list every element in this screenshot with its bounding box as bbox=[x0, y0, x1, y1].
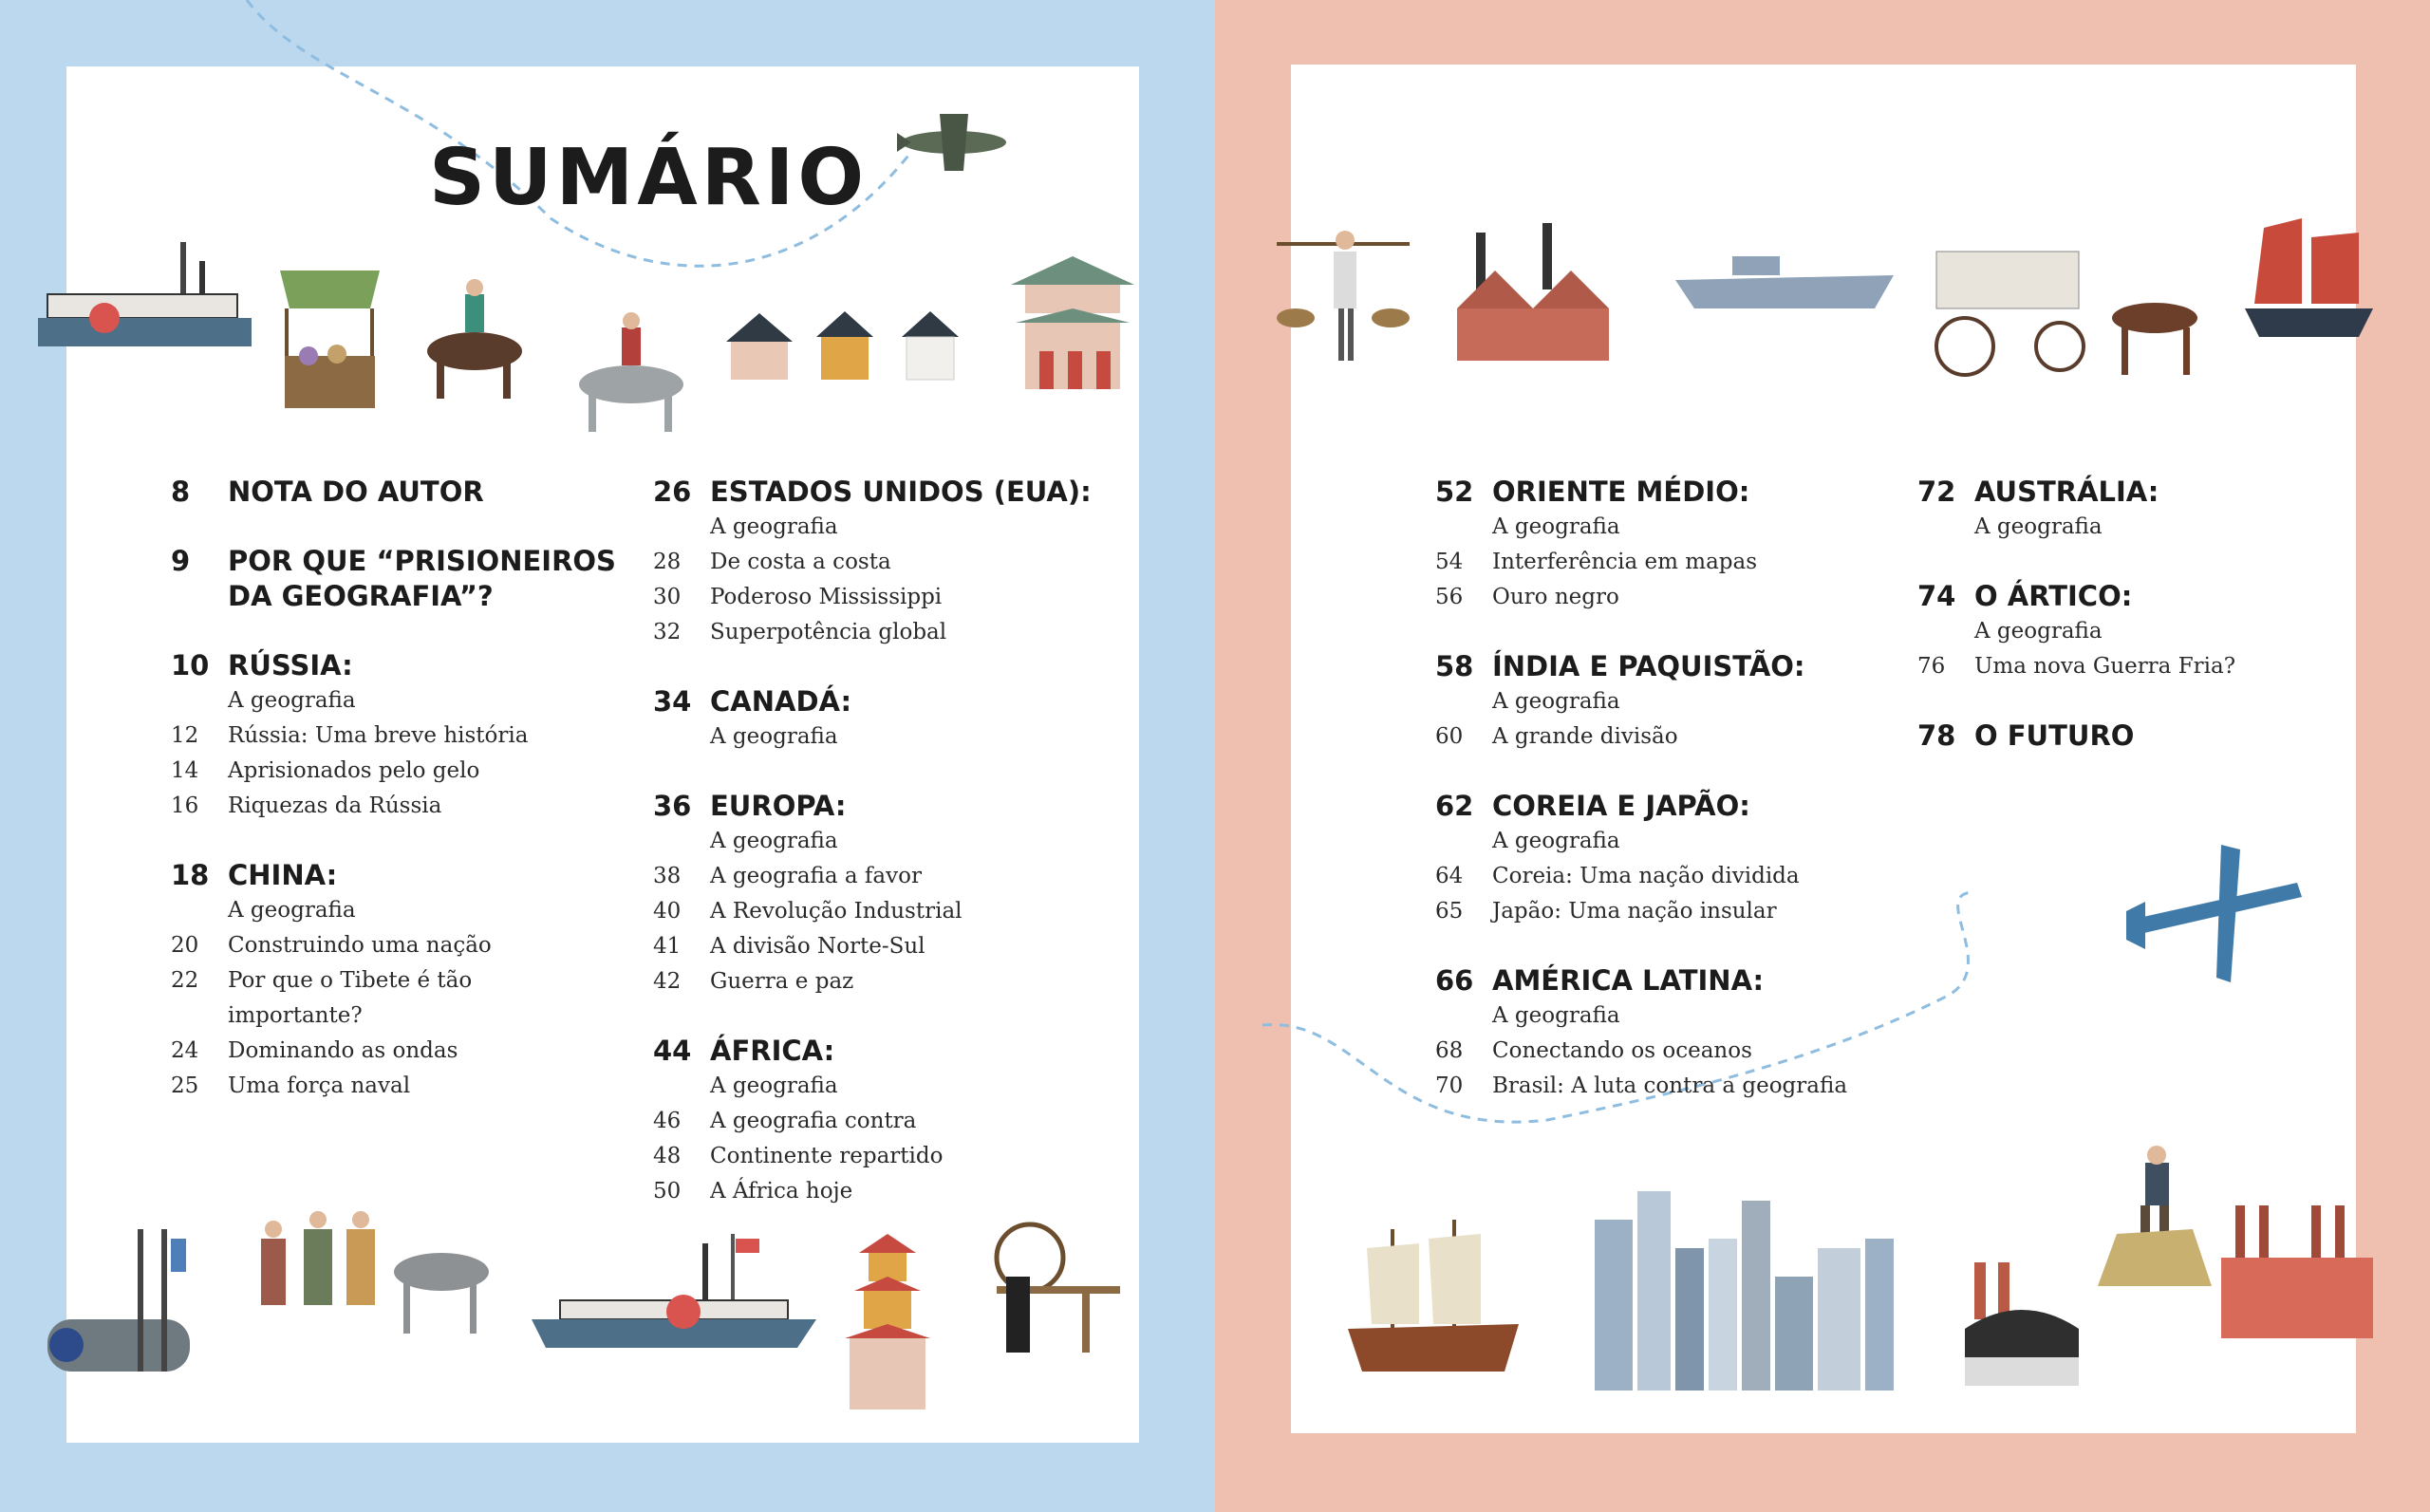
item-page-number: 76 bbox=[1917, 654, 1946, 679]
toc-column-4 bbox=[1917, 475, 2316, 788]
item-title: Conectando os oceanos bbox=[1492, 1038, 1752, 1063]
item-title: Uma nova Guerra Fria? bbox=[1974, 654, 2236, 679]
section-title[interactable]: RÚSSIA: bbox=[228, 649, 353, 681]
toc-item[interactable] bbox=[653, 1104, 1109, 1139]
item-page-number: 65 bbox=[1435, 899, 1464, 924]
item-page-number: 25 bbox=[171, 1073, 199, 1098]
section-title[interactable]: O FUTURO bbox=[1974, 719, 2135, 752]
pagoda-illustration bbox=[1011, 256, 1134, 394]
toc-item[interactable] bbox=[653, 580, 1109, 615]
toc-item[interactable] bbox=[1435, 824, 1891, 859]
section-page-number: 10 bbox=[171, 649, 210, 681]
toc-item[interactable] bbox=[653, 824, 1109, 859]
toc-section bbox=[1435, 789, 1891, 929]
item-title: A geografia bbox=[710, 829, 838, 853]
item-page-number bbox=[653, 824, 710, 859]
travelers-with-horse-illustration bbox=[252, 1201, 498, 1343]
toc-item[interactable] bbox=[653, 615, 1109, 650]
item-title: Poderoso Mississippi bbox=[710, 585, 943, 609]
item-title: A geografia bbox=[1974, 619, 2103, 644]
item-title: A África hoje bbox=[710, 1179, 853, 1204]
toc-item[interactable] bbox=[171, 1069, 626, 1104]
item-title: Ouro negro bbox=[1492, 585, 1619, 609]
item-title: Por que o Tibete é tão importante? bbox=[228, 968, 473, 1028]
steamboat-illustration bbox=[38, 242, 252, 356]
section-page-number: 36 bbox=[653, 790, 692, 822]
item-title: A geografia bbox=[710, 724, 838, 749]
item-page-number: 40 bbox=[653, 899, 682, 924]
toc-section bbox=[1917, 475, 2316, 545]
toc-item[interactable] bbox=[1435, 999, 1891, 1034]
section-title[interactable]: ÍNDIA E PAQUISTÃO: bbox=[1492, 650, 1805, 682]
toc-item[interactable] bbox=[653, 894, 1109, 929]
section-title[interactable]: ESTADOS UNIDOS (EUA): bbox=[710, 476, 1092, 508]
section-page-number: 52 bbox=[1435, 476, 1474, 508]
item-page-number: 16 bbox=[171, 793, 199, 818]
toc-item[interactable] bbox=[653, 1069, 1109, 1104]
toc-section bbox=[653, 475, 1109, 650]
skyline-illustration bbox=[1595, 1191, 1898, 1395]
item-title: Interferência em mapas bbox=[1492, 550, 1758, 574]
toc-section bbox=[1435, 649, 1891, 755]
houses-illustration bbox=[721, 308, 978, 384]
toc-item[interactable] bbox=[653, 1139, 1109, 1174]
item-title: A geografia bbox=[710, 514, 838, 539]
item-title: Dominando as ondas bbox=[228, 1038, 458, 1063]
item-title: A geografia bbox=[228, 898, 356, 923]
toc-item[interactable] bbox=[653, 964, 1109, 999]
toc-item[interactable] bbox=[1435, 894, 1891, 929]
item-title: A grande divisão bbox=[1492, 724, 1678, 749]
toc-item[interactable] bbox=[1435, 580, 1891, 615]
factory-illustration bbox=[1457, 214, 1614, 365]
toc-item[interactable] bbox=[171, 963, 626, 1034]
item-page-number: 28 bbox=[653, 550, 682, 574]
section-page-number: 9 bbox=[171, 545, 191, 577]
toc-item[interactable] bbox=[653, 719, 1109, 755]
item-page-number: 50 bbox=[653, 1179, 682, 1204]
item-page-number: 46 bbox=[653, 1109, 682, 1133]
section-page-number: 74 bbox=[1917, 580, 1956, 612]
section-title[interactable]: EUROPA: bbox=[710, 790, 847, 822]
blue-airplane-illustration bbox=[2126, 845, 2307, 987]
section-page-number: 72 bbox=[1917, 476, 1956, 508]
page-title: SUMÁRIO bbox=[429, 133, 869, 223]
toc-item[interactable] bbox=[653, 510, 1109, 545]
item-title: Rússia: Uma breve história bbox=[228, 723, 529, 748]
item-title: A divisão Norte-Sul bbox=[710, 934, 925, 959]
toc-column-1 bbox=[171, 475, 626, 1138]
toc-column-3 bbox=[1435, 475, 1891, 1138]
toc-section bbox=[1917, 579, 2316, 684]
section-title[interactable]: CHINA: bbox=[228, 859, 338, 891]
section-title[interactable]: O ÁRTICO: bbox=[1974, 580, 2133, 612]
item-title: De costa a costa bbox=[710, 550, 891, 574]
item-page-number: 20 bbox=[171, 933, 199, 958]
toc-section bbox=[171, 475, 626, 510]
toc-section bbox=[171, 858, 626, 1104]
item-title: Uma força naval bbox=[228, 1073, 411, 1098]
toc-section bbox=[1435, 475, 1891, 615]
section-title[interactable]: AUSTRÁLIA: bbox=[1974, 476, 2159, 508]
toc-item[interactable] bbox=[653, 1174, 1109, 1209]
horse-rider-illustration bbox=[408, 271, 541, 403]
section-page-number: 66 bbox=[1435, 964, 1474, 997]
item-title: A geografia bbox=[1492, 1003, 1620, 1028]
toc-item[interactable] bbox=[1435, 510, 1891, 545]
section-title[interactable]: ÁFRICA: bbox=[710, 1035, 835, 1067]
item-page-number: 54 bbox=[1435, 550, 1464, 574]
item-page-number: 60 bbox=[1435, 724, 1464, 749]
item-title: Aprisionados pelo gelo bbox=[228, 758, 480, 783]
item-page-number: 30 bbox=[653, 585, 682, 609]
toc-section bbox=[653, 789, 1109, 999]
item-page-number: 24 bbox=[171, 1038, 199, 1063]
item-page-number: 14 bbox=[171, 758, 199, 783]
item-page-number bbox=[653, 1069, 710, 1104]
item-title: A geografia contra bbox=[710, 1109, 917, 1133]
toc-item[interactable] bbox=[1435, 719, 1891, 755]
section-page-number: 58 bbox=[1435, 650, 1474, 682]
item-page-number: 64 bbox=[1435, 864, 1464, 888]
toc-item[interactable] bbox=[1435, 545, 1891, 580]
item-title: A geografia bbox=[710, 1073, 838, 1098]
item-page-number bbox=[1917, 510, 1974, 545]
section-page-number: 8 bbox=[171, 476, 191, 508]
section-title[interactable]: NOTA DO AUTOR bbox=[228, 476, 484, 508]
brick-factory-illustration bbox=[2221, 1205, 2373, 1338]
item-page-number: 56 bbox=[1435, 585, 1464, 609]
item-page-number bbox=[1435, 999, 1492, 1034]
section-title[interactable]: COREIA E JAPÃO: bbox=[1492, 790, 1750, 822]
item-title: A geografia bbox=[228, 688, 356, 713]
toc-item[interactable] bbox=[171, 719, 626, 754]
toc-item[interactable] bbox=[171, 754, 626, 789]
item-title: Guerra e paz bbox=[710, 969, 854, 994]
item-title: A geografia bbox=[1492, 689, 1620, 714]
item-title: Brasil: A luta contra a geografia bbox=[1492, 1073, 1848, 1098]
section-title[interactable]: POR QUE “PRISIONEIROS DA GEOGRAFIA”? bbox=[228, 545, 616, 612]
section-title[interactable]: ORIENTE MÉDIO: bbox=[1492, 476, 1750, 508]
item-title: A geografia bbox=[1492, 829, 1620, 853]
toc-section bbox=[1435, 963, 1891, 1104]
item-page-number: 32 bbox=[653, 620, 682, 644]
water-carrier-illustration bbox=[1277, 214, 1410, 365]
item-page-number bbox=[1435, 510, 1492, 545]
item-title: A Revolução Industrial bbox=[710, 899, 963, 924]
section-title[interactable]: AMÉRICA LATINA: bbox=[1492, 964, 1765, 997]
item-title: A geografia bbox=[1492, 514, 1620, 539]
farmer-illustration bbox=[2088, 1144, 2221, 1291]
toc-item[interactable] bbox=[1435, 1034, 1891, 1069]
toc-section bbox=[171, 544, 626, 614]
toc-item[interactable] bbox=[1435, 859, 1891, 894]
item-title: A geografia bbox=[1974, 514, 2103, 539]
item-title: Japão: Uma nação insular bbox=[1492, 899, 1777, 924]
section-page-number: 26 bbox=[653, 476, 692, 508]
item-page-number bbox=[171, 683, 228, 719]
toc-column-2 bbox=[653, 475, 1109, 1243]
power-station-illustration bbox=[1955, 1253, 2088, 1395]
item-page-number: 41 bbox=[653, 934, 682, 959]
toc-item[interactable] bbox=[171, 1034, 626, 1069]
item-page-number bbox=[171, 893, 228, 928]
item-page-number bbox=[653, 510, 710, 545]
toc-item[interactable] bbox=[1435, 684, 1891, 719]
item-page-number bbox=[1917, 614, 1974, 649]
toc-item[interactable] bbox=[171, 893, 626, 928]
horse-rider-grey-illustration bbox=[560, 304, 702, 437]
toc-section bbox=[171, 648, 626, 824]
section-title[interactable]: CANADÁ: bbox=[710, 685, 852, 718]
item-page-number bbox=[1435, 824, 1492, 859]
toc-item[interactable] bbox=[653, 859, 1109, 894]
tower-pagoda-illustration bbox=[835, 1234, 940, 1414]
paddle-steamer-illustration bbox=[532, 1234, 816, 1357]
item-page-number: 68 bbox=[1435, 1038, 1464, 1063]
item-page-number bbox=[653, 719, 710, 755]
toc-section bbox=[1917, 719, 2316, 754]
item-page-number bbox=[1435, 684, 1492, 719]
toc-item[interactable] bbox=[653, 929, 1109, 964]
toc-item[interactable] bbox=[1917, 614, 2316, 649]
warship-illustration bbox=[1675, 242, 1894, 313]
item-page-number: 38 bbox=[653, 864, 682, 888]
ladder-worker-illustration bbox=[47, 1220, 199, 1381]
item-page-number: 22 bbox=[171, 968, 199, 993]
market-stall-illustration bbox=[280, 261, 380, 413]
item-page-number: 70 bbox=[1435, 1073, 1464, 1098]
airplane-illustration bbox=[888, 104, 1020, 180]
toc-section bbox=[653, 684, 1109, 755]
item-title: Riquezas da Rússia bbox=[228, 793, 442, 818]
toc-item[interactable] bbox=[171, 683, 626, 719]
item-title: Construindo uma nação bbox=[228, 933, 492, 958]
sailing-ship-illustration bbox=[1348, 1220, 1519, 1376]
toc-item[interactable] bbox=[171, 928, 626, 963]
item-title: Coreia: Uma nação dividida bbox=[1492, 864, 1800, 888]
section-page-number: 44 bbox=[653, 1035, 692, 1067]
item-page-number: 12 bbox=[171, 723, 199, 748]
item-title: Continente repartido bbox=[710, 1144, 944, 1168]
section-page-number: 62 bbox=[1435, 790, 1474, 822]
toc-item[interactable] bbox=[653, 545, 1109, 580]
item-title: A geografia a favor bbox=[710, 864, 922, 888]
item-title: Superpotência global bbox=[710, 620, 947, 644]
section-page-number: 34 bbox=[653, 685, 692, 718]
item-page-number: 42 bbox=[653, 969, 682, 994]
section-page-number: 78 bbox=[1917, 719, 1956, 752]
toc-item[interactable] bbox=[171, 789, 626, 824]
junk-boat-illustration bbox=[2245, 218, 2373, 342]
toc-item[interactable] bbox=[1917, 649, 2316, 684]
horse-carriage-illustration bbox=[1927, 242, 2221, 380]
item-page-number: 48 bbox=[653, 1144, 682, 1168]
toc-section bbox=[653, 1034, 1109, 1209]
toc-item[interactable] bbox=[1435, 1069, 1891, 1104]
toc-item[interactable] bbox=[1917, 510, 2316, 545]
section-page-number: 18 bbox=[171, 859, 210, 891]
